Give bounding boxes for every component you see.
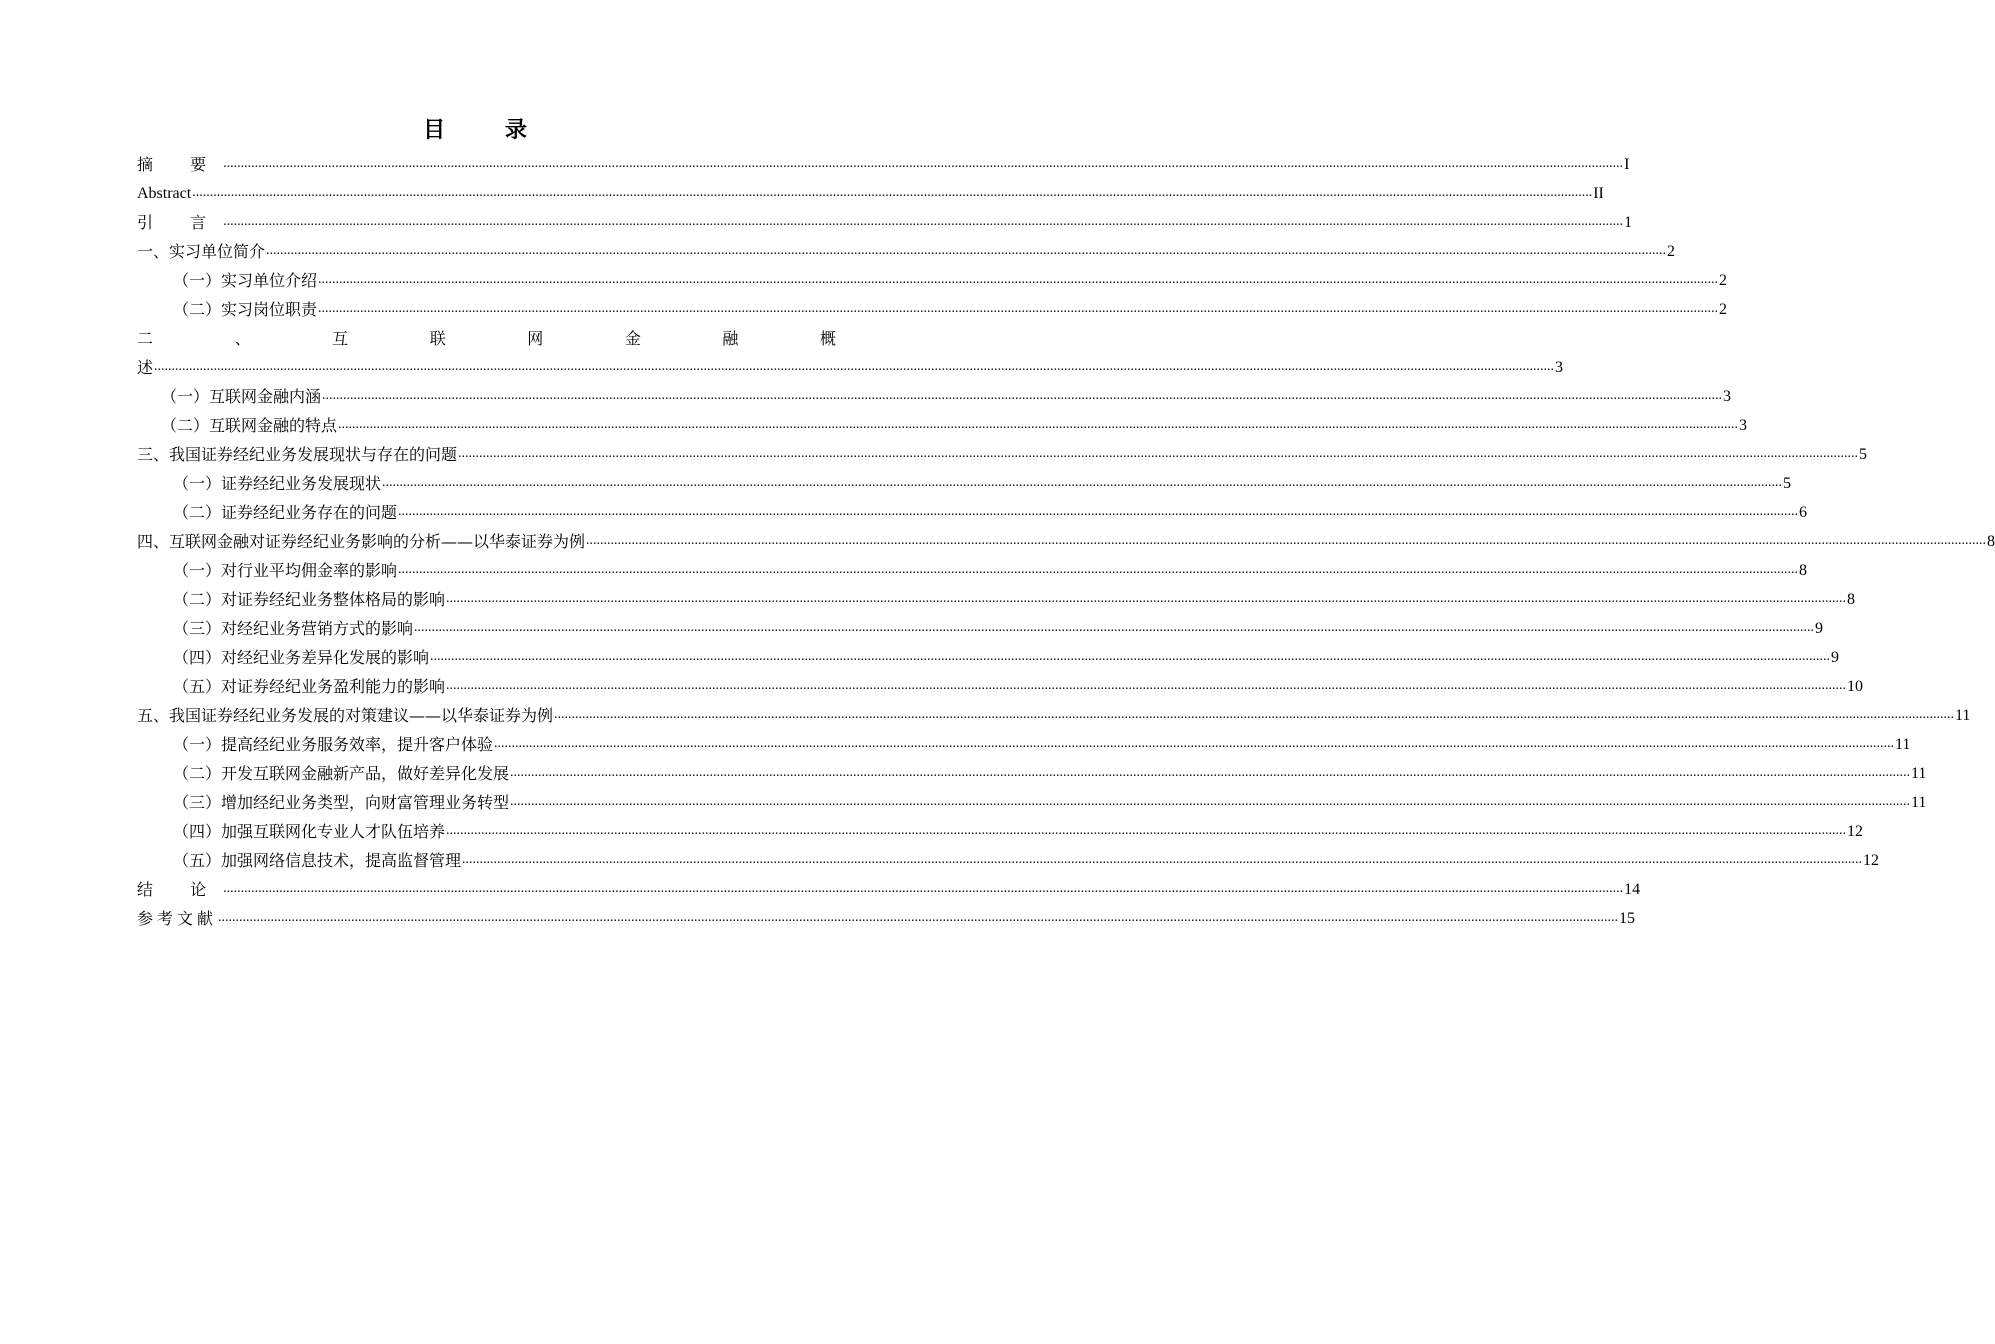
dot-leader: ................................................................................................................................................................................................................................................................................................................................................................................................................ <box>266 243 1667 258</box>
dot-leader: ................................................................................................................................................................................................................................................................................................................................................................................................................ <box>458 446 1859 461</box>
toc-entry-page-number: 2 <box>1667 243 1676 260</box>
toc-entry-label: 四、互联网金融对证券经纪业务影响的分析——以华泰证券为例 <box>137 532 586 551</box>
toc-entry[interactable] <box>137 465 1792 494</box>
dot-leader: ................................................................................................................................................................................................................................................................................................................................................................................................................ <box>430 649 1831 664</box>
toc-entry-page-number: 1 <box>1624 214 1633 231</box>
toc-entry-label: Abstract <box>137 185 192 202</box>
toc-entry[interactable] <box>137 726 1911 755</box>
toc-entry-page-number: 8 <box>1987 533 1995 550</box>
dot-leader: ................................................................................................................................................................................................................................................................................................................................................................................................................ <box>446 823 1847 838</box>
dot-leader: ................................................................................................................................................................................................................................................................................................................................................................................................................ <box>322 388 1723 403</box>
toc-entry[interactable] <box>137 146 1630 175</box>
toc-entry-page-number: 9 <box>1815 620 1824 637</box>
toc-entry-page-number: 11 <box>1911 765 1927 782</box>
toc-entry-label: （二）证券经纪业务存在的问题 <box>173 503 398 522</box>
dot-leader: ................................................................................................................................................................................................................................................................................................................................................................................................................ <box>318 272 1719 287</box>
toc-entry[interactable] <box>137 755 1927 784</box>
toc-entry[interactable] <box>137 668 1864 697</box>
toc-entry-label: （二）互联网金融的特点 <box>161 416 338 435</box>
dot-leader: ................................................................................................................................................................................................................................................................................................................................................................................................................ <box>446 591 1847 606</box>
dot-leader: ................................................................................................................................................................................................................................................................................................................................................................................................................ <box>192 185 1593 200</box>
toc-entry-page-number: 5 <box>1783 475 1792 492</box>
toc-entry-label: （一）证券经纪业务发展现状 <box>173 474 382 493</box>
toc-entry-label: 三、我国证券经纪业务发展现状与存在的问题 <box>137 445 458 464</box>
toc-entry-label: （二）开发互联网金融新产品，做好差异化发展 <box>173 764 510 783</box>
toc-entry[interactable] <box>137 233 1676 262</box>
dot-leader: ................................................................................................................................................................................................................................................................................................................................................................................................................ <box>446 678 1847 693</box>
toc-entry-char: 二 <box>137 329 154 348</box>
toc-entry-label: （一）对行业平均佣金率的影响 <box>173 561 398 580</box>
toc-entry[interactable] <box>137 407 1748 436</box>
toc-entry-label: 摘 要 <box>137 155 223 174</box>
dot-leader: ................................................................................................................................................................................................................................................................................................................................................................................................................ <box>338 417 1739 432</box>
toc-title: 目 录 <box>423 117 553 143</box>
dot-leader: ................................................................................................................................................................................................................................................................................................................................................................................................................ <box>414 620 1815 635</box>
toc-entry-page-number: 3 <box>1555 359 1564 376</box>
dot-leader: ................................................................................................................................................................................................................................................................................................................................................................................................................ <box>510 765 1911 780</box>
toc-entry-label: 结 论 <box>137 880 223 899</box>
toc-entry-page-number: 15 <box>1619 910 1636 927</box>
dot-leader: ................................................................................................................................................................................................................................................................................................................................................................................................................ <box>223 156 1624 171</box>
dot-leader: ................................................................................................................................................................................................................................................................................................................................................................................................................ <box>494 736 1895 751</box>
toc-entry-split-bottom[interactable] <box>137 349 1564 378</box>
toc-entry-label: （三）对经纪业务营销方式的影响 <box>173 619 414 638</box>
dot-leader: ................................................................................................................................................................................................................................................................................................................................................................................................................ <box>398 562 1799 577</box>
toc-entry[interactable] <box>137 436 1868 465</box>
toc-entry[interactable] <box>137 262 1728 291</box>
dot-leader: ................................................................................................................................................................................................................................................................................................................................................................................................................ <box>586 533 1987 548</box>
toc-entry-page-number: 9 <box>1831 649 1840 666</box>
toc-entry-page-number: I <box>1624 156 1630 173</box>
dot-leader: ................................................................................................................................................................................................................................................................................................................................................................................................................ <box>223 881 1624 896</box>
toc-entry-page-number: 3 <box>1723 388 1732 405</box>
dot-leader: ................................................................................................................................................................................................................................................................................................................................................................................................................ <box>382 475 1783 490</box>
toc-entry[interactable] <box>137 697 1971 726</box>
toc-entry-page-number: 8 <box>1799 562 1808 579</box>
toc-entry-char: 互 <box>332 329 349 348</box>
toc-entry-label: （一）互联网金融内涵 <box>161 387 322 406</box>
toc-entry[interactable] <box>137 523 1995 552</box>
dot-leader: ................................................................................................................................................................................................................................................................................................................................................................................................................ <box>154 359 1555 374</box>
toc-entry[interactable] <box>137 639 1840 668</box>
toc-entry-label: （五）对证券经纪业务盈利能力的影响 <box>173 677 446 696</box>
toc-entry[interactable] <box>137 378 1732 407</box>
toc-entry[interactable] <box>137 204 1633 233</box>
dot-leader: ................................................................................................................................................................................................................................................................................................................................................................................................................ <box>223 214 1624 229</box>
toc-entry-page-number: 8 <box>1847 591 1856 608</box>
toc-entry-page-number: 14 <box>1624 881 1641 898</box>
toc-entry-char: 概 <box>819 329 836 348</box>
toc-entry-split-top[interactable] <box>137 320 836 349</box>
toc-entry[interactable] <box>137 813 1864 842</box>
toc-entry-char: 融 <box>722 329 739 348</box>
toc-entry-page-number: 6 <box>1799 504 1808 521</box>
toc-entry-page-number: 12 <box>1847 823 1864 840</box>
toc-entry-label: 述 <box>137 358 154 377</box>
toc-entry[interactable] <box>137 581 1856 610</box>
toc-entry-label: 五、我国证券经纪业务发展的对策建议——以华泰证券为例 <box>137 706 554 725</box>
toc-entry-label: （四）对经纪业务差异化发展的影响 <box>173 648 430 667</box>
toc-entry-page-number: 2 <box>1719 301 1728 318</box>
toc-entry-page-number: 11 <box>1895 736 1911 753</box>
toc-entry-char: 金 <box>624 329 641 348</box>
dot-leader: ................................................................................................................................................................................................................................................................................................................................................................................................................ <box>398 504 1799 519</box>
toc-entry[interactable] <box>137 610 1824 639</box>
toc-entry[interactable] <box>137 291 1728 320</box>
toc-entry-page-number: 5 <box>1859 446 1868 463</box>
toc-entry-label: （二）实习岗位职责 <box>173 300 318 319</box>
toc-entry-label: （二）对证券经纪业务整体格局的影响 <box>173 590 446 609</box>
toc-entry-label: （三）增加经纪业务类型，向财富管理业务转型 <box>173 793 510 812</box>
toc-entry-page-number: II <box>1593 185 1604 202</box>
toc-entry-label: （四）加强互联网化专业人才队伍培养 <box>173 822 446 841</box>
toc-entry-page-number: 11 <box>1911 794 1927 811</box>
toc-entry-label: （一）提高经纪业务服务效率，提升客户体验 <box>173 735 494 754</box>
toc-entry[interactable] <box>137 871 1641 900</box>
toc-entry-page-number: 10 <box>1847 678 1864 695</box>
dot-leader: ................................................................................................................................................................................................................................................................................................................................................................................................................ <box>218 910 1619 925</box>
toc-entry-page-number: 11 <box>1955 707 1971 724</box>
dot-leader: ................................................................................................................................................................................................................................................................................................................................................................................................................ <box>510 794 1911 809</box>
toc-entry[interactable] <box>137 900 1636 929</box>
toc-entry-char: 、 <box>234 329 251 348</box>
table-of-contents <box>137 146 1995 929</box>
dot-leader: ................................................................................................................................................................................................................................................................................................................................................................................................................ <box>462 852 1863 867</box>
toc-entry-char: 网 <box>527 329 544 348</box>
toc-entry[interactable] <box>137 842 1880 871</box>
toc-entry-page-number: 12 <box>1863 852 1880 869</box>
dot-leader: ................................................................................................................................................................................................................................................................................................................................................................................................................ <box>554 707 1955 722</box>
toc-entry-label: 引 言 <box>137 213 223 232</box>
toc-entry-label: （一）实习单位介绍 <box>173 271 318 290</box>
toc-entry-label: （五）加强网络信息技术，提高监督管理 <box>173 851 462 870</box>
toc-entry-char: 联 <box>429 329 446 348</box>
toc-entry-label: 一、实习单位简介 <box>137 242 266 261</box>
toc-entry[interactable] <box>137 175 1604 204</box>
toc-entry[interactable] <box>137 494 1808 523</box>
toc-entry-page-number: 3 <box>1739 417 1748 434</box>
toc-entry[interactable] <box>137 784 1927 813</box>
dot-leader: ................................................................................................................................................................................................................................................................................................................................................................................................................ <box>318 301 1719 316</box>
toc-entry-page-number: 2 <box>1719 272 1728 289</box>
toc-entry-label: 参考文献 <box>137 909 218 928</box>
toc-entry[interactable] <box>137 552 1808 581</box>
